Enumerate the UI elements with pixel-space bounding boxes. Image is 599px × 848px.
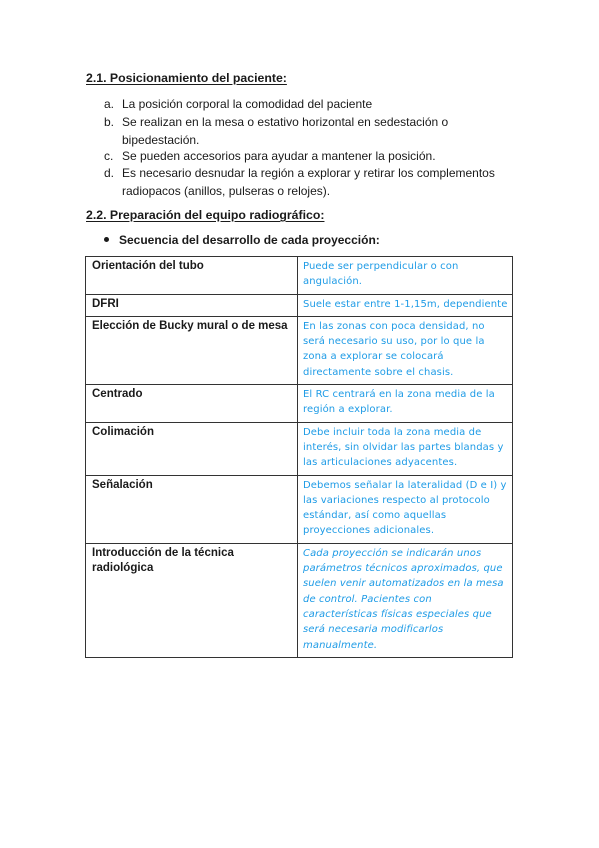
projection-sequence-table — [85, 256, 513, 658]
list-item-text: La posición corporal la comodidad del paciente — [122, 97, 373, 111]
table-row — [86, 543, 513, 657]
table-cell-label: Elección de Bucky mural o de mesa — [86, 316, 298, 384]
table-row — [86, 316, 513, 384]
bullet-text: Secuencia del desarrollo de cada proyección: — [119, 233, 380, 247]
list-item — [104, 114, 504, 149]
list-marker: c. — [104, 149, 114, 163]
table-cell-label: Centrado — [86, 385, 298, 423]
table-cell-value: En las zonas con poca densidad, no será necesario su uso, por lo que la zona a explorar se colocará directamente sobre el chasis. — [298, 316, 513, 384]
list-marker: a. — [104, 97, 115, 111]
table-cell-value: Debemos señalar la lateralidad (D e I) y las variaciones respecto al protocolo estándar, así como aquellas proyecciones adicionales. — [298, 475, 513, 543]
list-item-text: Es necesario desnudar la región a explorar y retirar los complementos radiopacos (anillos, pulseras o relojes). — [122, 166, 495, 198]
table-row — [86, 422, 513, 475]
table-cell-value: Puede ser perpendicular o con angulación. — [298, 257, 513, 295]
table-cell-label: Señalación — [86, 475, 298, 543]
table-cell-label: DFRI — [86, 294, 298, 316]
section-title-equipment-preparation: 2.2. Preparación del equipo radiográfico: — [86, 208, 325, 222]
table-cell-label: Introducción de la técnica radiológica — [86, 543, 298, 657]
list-marker: b. — [104, 115, 115, 129]
bullet-item — [104, 233, 380, 247]
table-cell-label: Colimación — [86, 422, 298, 475]
list-item — [104, 96, 504, 114]
list-item-text: Se realizan en la mesa o estativo horizontal en sedestación o bipedestación. — [122, 115, 449, 147]
table-row — [86, 385, 513, 423]
table-row — [86, 294, 513, 316]
section-title-patient-positioning: 2.1. Posicionamiento del paciente: — [86, 71, 287, 85]
table-cell-label: Orientación del tubo — [86, 257, 298, 295]
table-cell-value: Cada proyección se indicarán unos parámetros técnicos aproximados, que suelen venir automatizados en la mesa de control. Pacientes con características físicas especiales que será necesaria modificarlos manualmente. — [298, 543, 513, 657]
table-row — [86, 475, 513, 543]
list-item — [104, 165, 504, 200]
table-cell-value: Suele estar entre 1-1,15m, dependiente — [298, 294, 513, 316]
bullet-dot-icon — [104, 237, 109, 242]
table-cell-value: El RC centrará en la zona media de la región a explorar. — [298, 385, 513, 423]
list-item-text: Se pueden accesorios para ayudar a mantener la posición. — [122, 149, 436, 163]
table-row — [86, 257, 513, 295]
table-cell-value: Debe incluir toda la zona media de interés, sin olvidar las partes blandas y las articulaciones adyacentes. — [298, 422, 513, 475]
list-item — [104, 148, 504, 166]
list-marker: d. — [104, 166, 115, 180]
